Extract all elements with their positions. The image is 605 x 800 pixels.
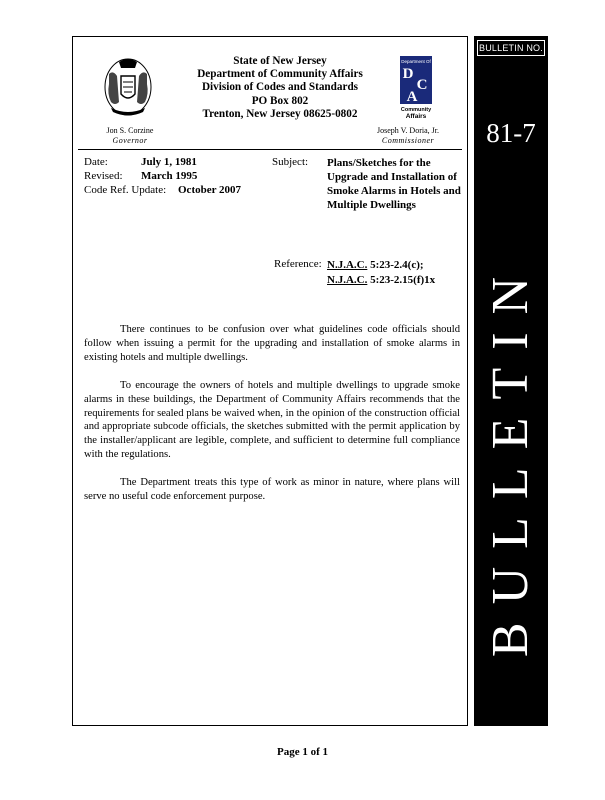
svg-text:Community: Community bbox=[400, 107, 432, 113]
revised-value: March 1995 bbox=[141, 170, 198, 182]
reference-section: 5:23-2.15(f)1x bbox=[367, 273, 436, 286]
header-line-division: Division of Codes and Standards bbox=[201, 81, 359, 94]
svg-text:C: C bbox=[416, 77, 428, 93]
governor-block bbox=[100, 126, 160, 146]
bulletin-number-label: BULLETIN NO. bbox=[477, 40, 545, 56]
commissioner-block bbox=[368, 126, 448, 146]
body-paragraph: The Department treats this type of work as minor in nature, where plans will serve no useful code enforcement purpose. bbox=[84, 477, 460, 503]
subject-value: Plans/Sketches for the Upgrade and Installation of Smoke Alarms in Hotels and Multiple Dwellings bbox=[327, 157, 461, 211]
governor-name: Jon S. Corzine bbox=[106, 126, 154, 135]
reference-code-link[interactable]: N.J.A.C. bbox=[327, 259, 368, 271]
reference-section: 5:23-2.4(c); bbox=[367, 259, 424, 271]
state-seal-icon bbox=[103, 54, 153, 120]
date-value: July 1, 1981 bbox=[141, 156, 197, 168]
bulletin-body bbox=[84, 323, 460, 518]
subject-label: Subject: bbox=[272, 156, 309, 168]
page-indicator: Page 1 of 1 bbox=[276, 746, 328, 758]
revised-label: Revised: bbox=[84, 170, 123, 182]
code-ref-label: Code Ref. Update: bbox=[84, 184, 167, 196]
svg-text:A: A bbox=[406, 89, 418, 105]
header-divider bbox=[78, 149, 462, 150]
body-paragraph: There continues to be confusion over what guidelines code officials should follow when issuing a permit for the upgrading and installation of smoke alarms in existing hotels and multiple dwellings. bbox=[84, 324, 460, 363]
commissioner-title: Commissioner bbox=[381, 136, 435, 145]
svg-text:Affairs: Affairs bbox=[405, 113, 427, 120]
reference-label: Reference: bbox=[274, 258, 322, 270]
svg-text:Department Of: Department Of bbox=[401, 59, 431, 64]
date-label: Date: bbox=[84, 156, 108, 168]
bulletin-vertical-title: BULLETIN bbox=[482, 258, 539, 658]
reference-value bbox=[327, 258, 435, 287]
svg-text:D: D bbox=[402, 66, 414, 82]
header-line-city: Trenton, New Jersey 08625-0802 bbox=[202, 107, 358, 120]
header-line-pobox: PO Box 802 bbox=[251, 94, 309, 107]
header-line-state: State of New Jersey bbox=[233, 55, 327, 67]
agency-header bbox=[170, 55, 390, 121]
body-paragraph: To encourage the owners of hotels and multiple dwellings to upgrade smoke alarms in these buildings, the Department of Community Affairs recommends that the requirements for sealed plans be waived when, in the opinion of the construction official and appropriate subcode officials, the sketches submitted with the permit application by the installer/applicant are legible, complete, and sufficient to determine full compliance with the regulations. bbox=[84, 379, 460, 461]
commissioner-name: Joseph V. Doria, Jr. bbox=[377, 126, 439, 135]
bulletin-sidebar bbox=[474, 36, 548, 726]
header-line-department: Department of Community Affairs bbox=[197, 68, 363, 81]
dca-logo-icon bbox=[398, 54, 434, 120]
reference-code-link[interactable]: N.J.A.C. bbox=[327, 273, 368, 286]
reference-line-2 bbox=[327, 273, 435, 288]
code-ref-value: October 2007 bbox=[178, 184, 242, 196]
reference-line-1 bbox=[327, 258, 435, 273]
governor-title: Governor bbox=[112, 136, 148, 145]
bulletin-number: 81-7 bbox=[486, 118, 536, 148]
